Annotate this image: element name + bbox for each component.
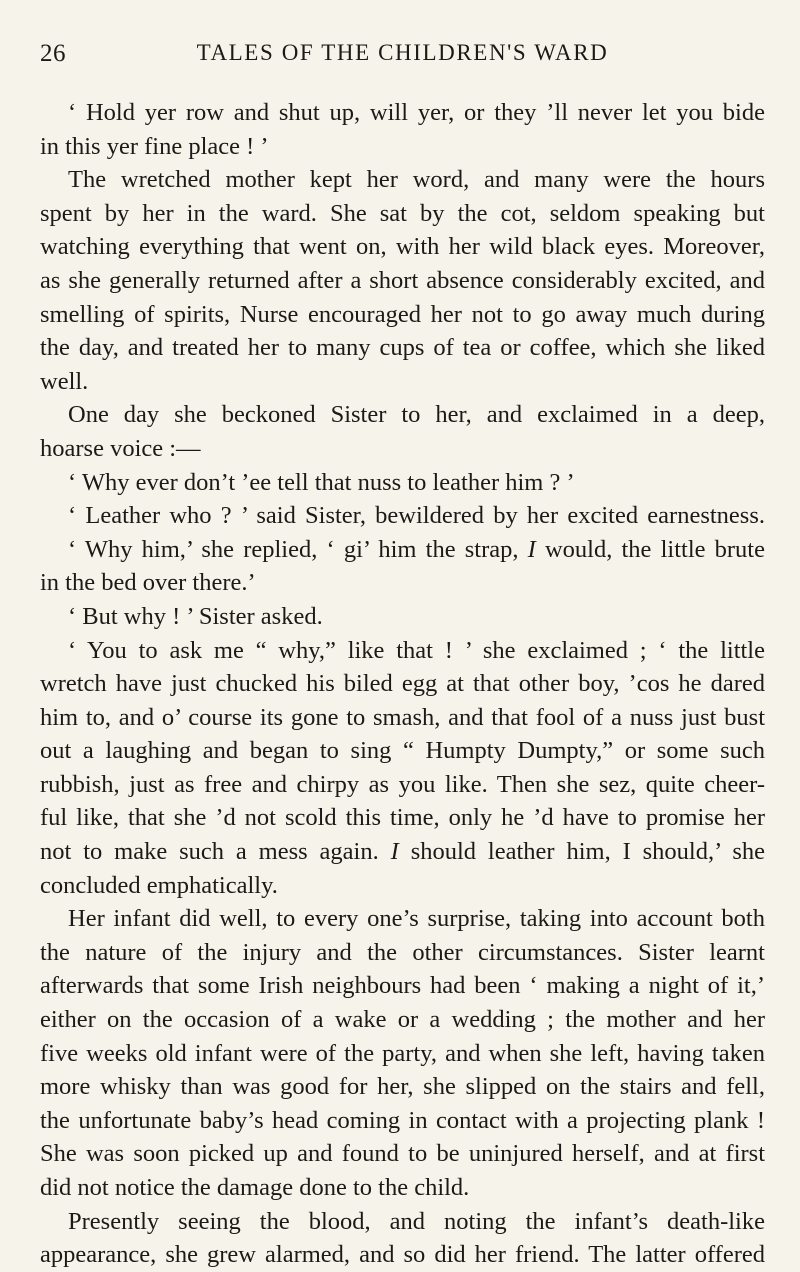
running-head xyxy=(40,40,765,80)
text-line: the day, and treated her to many cups of tea or coffee, which she liked xyxy=(40,334,765,362)
text-line: as she generally returned after a short absence considerably excited, and xyxy=(40,266,765,294)
text-line: five weeks old infant were of the party, and when she left, having taken xyxy=(40,1039,765,1067)
text-line: more whisky than was good for her, she slipped on the stairs and fell, xyxy=(40,1073,765,1101)
text-line: ful like, that she ’d not scold this time, only he ’d have to promise her xyxy=(40,804,765,832)
text-line: did not notice the damage done to the child. xyxy=(40,1174,470,1201)
text-line: in the bed over there.’ xyxy=(40,569,256,597)
text-line: watching everything that went on, with her wild black eyes. Moreover, xyxy=(40,233,765,261)
text-line: either on the occasion of a wake or a wedding ; the mother and her xyxy=(40,1006,765,1034)
text-line: smelling of spirits, Nurse encouraged her not to go away much during xyxy=(40,300,765,328)
text-line: Presently seeing the blood, and noting the infant’s death-like xyxy=(68,1207,765,1235)
text-line: ‘ Why him,’ she replied, ‘ gi’ him the strap, I would, the little brute xyxy=(68,535,765,563)
text-line: ‘ Why ever don’t ’ee tell that nuss to leather him ? ’ xyxy=(68,468,575,496)
running-title: TALES OF THE CHILDREN'S WARD xyxy=(196,40,609,65)
text-line: the nature of the injury and the other circumstances. Sister learnt xyxy=(40,938,765,966)
text-line: ‘ But why ! ’ Sister asked. xyxy=(68,602,323,630)
text-line: ‘ Hold yer row and shut up, will yer, or they ’ll never let you bide xyxy=(68,99,765,126)
text-line: Her infant did well, to every one’s surprise, taking into account both xyxy=(68,905,765,933)
text-line: ‘ Leather who ? ’ said Sister, bewildered by her excited earnestness. xyxy=(68,502,765,530)
text-line: rubbish, just as free and chirpy as you like. Then she sez, quite cheer- xyxy=(40,770,765,798)
text-line: concluded emphatically. xyxy=(40,871,278,899)
page-number: 26 xyxy=(40,40,66,67)
text-line: wretch have just chucked his biled egg at that other boy, ’cos he dared xyxy=(40,670,765,698)
text-line: the unfortunate baby’s head coming in contact with a projecting plank ! xyxy=(40,1106,765,1134)
text-line: ‘ You to ask me “ why,” like that ! ’ she exclaimed ; ‘ the little xyxy=(68,636,765,664)
text-line: not to make such a mess again. I should leather him, I should,’ she xyxy=(40,838,765,866)
body-text xyxy=(40,96,765,1272)
text-line: The wretched mother kept her word, and many were the hours xyxy=(68,166,765,194)
text-line: him to, and o’ course its gone to smash, and that fool of a nuss just bust xyxy=(40,703,765,731)
text-line: out a laughing and began to sing “ Humpty Dumpty,” or some such xyxy=(40,737,765,765)
text-line: well. xyxy=(40,367,89,395)
text-line: One day she beckoned Sister to her, and exclaimed in a deep, xyxy=(68,401,765,429)
text-line: in this yer fine place ! ’ xyxy=(40,132,269,160)
text-line: appearance, she grew alarmed, and so did her friend. The latter offered xyxy=(40,1241,765,1269)
text-line: spent by her in the ward. She sat by the cot, seldom speaking but xyxy=(40,199,765,227)
emphasis: I xyxy=(390,838,399,866)
emphasis: I xyxy=(527,535,536,563)
text-line: She was soon picked up and found to be uninjured herself, and at first xyxy=(40,1140,765,1168)
text-line: hoarse voice :— xyxy=(40,434,201,462)
text-line: afterwards that some Irish neighbours had been ‘ making a night of it,’ xyxy=(40,972,765,1000)
